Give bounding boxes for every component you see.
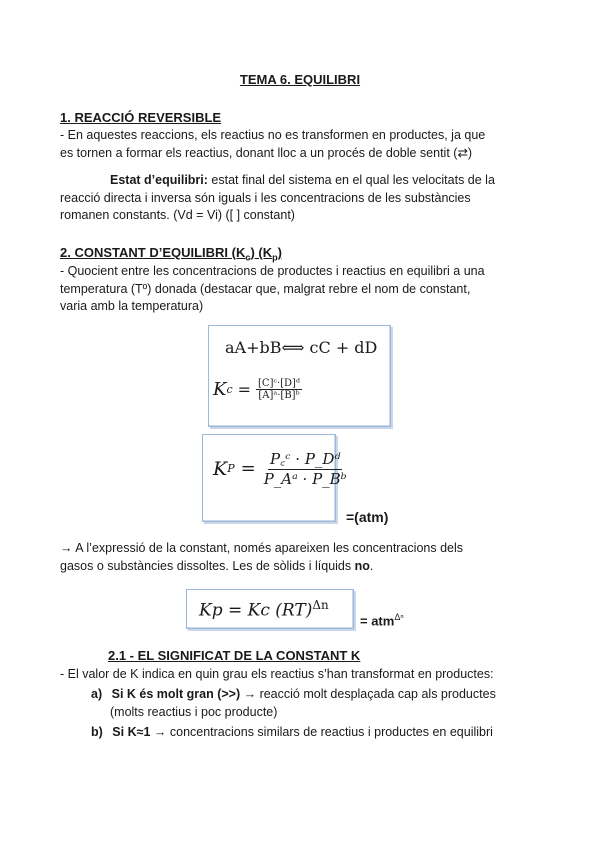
- section-1-heading: 1. REACCIÓ REVERSIBLE: [60, 110, 222, 125]
- s2-heading-part: ): [277, 245, 283, 260]
- s2-heading-sub-p: p: [272, 252, 278, 263]
- s2-heading-part: ) (K: [250, 245, 273, 260]
- list-b-text: → concentracions similars de reactius i productes en equilibri: [150, 725, 493, 739]
- kp-kc-exponent: Δn: [312, 598, 329, 612]
- list-a-bold: Si K és molt gran (>>): [111, 687, 241, 701]
- estat-equilibri-label: Estat d’equilibri:: [110, 173, 208, 187]
- estat-equilibri-line-2: reacció directa i inversa són iguals i les concentracions de les substàncies: [60, 191, 471, 205]
- list-item-a: [91, 686, 496, 702]
- note-emphasis: no: [354, 559, 370, 573]
- kc-numerator: [C]ᶜ·[D]ᵈ: [258, 378, 300, 389]
- s2-heading-part: 2. CONSTANT D’EQUILIBRI (K: [60, 245, 246, 260]
- section-2-1-heading: 2.1 - EL SIGNIFICAT DE LA CONSTANT K: [108, 648, 361, 663]
- kc-subscript: c: [226, 383, 233, 396]
- estat-equilibri-line-1: [110, 172, 495, 188]
- estat-equilibri-text: estat final del sistema en el qual les velocitats de la: [207, 173, 495, 187]
- note-period: .: [369, 559, 374, 573]
- s2-heading-sub-c: c: [245, 252, 251, 263]
- reaction-equation: aA+bB⟺ cC + dD: [225, 338, 378, 357]
- s1-paragraph-line-1: - En aquestes reaccions, els reactius no es transformen en productes, ja que: [60, 128, 486, 142]
- kp-subscript: P: [227, 462, 235, 475]
- kp-formula-box: [202, 434, 347, 522]
- kp-kc-unit-text: = atm: [360, 613, 395, 629]
- kp-denominator: P_Aᵃ · P_Bᵇ: [263, 470, 347, 488]
- kc-formula-box: [208, 325, 391, 427]
- list-a-text: → reacció molt desplaçada cap als productes: [240, 687, 496, 701]
- list-marker-b: b): [91, 725, 103, 739]
- kp-kc-unit-exponent: Δⁿ: [394, 612, 404, 622]
- kp-kc-relation: [199, 598, 329, 621]
- list-marker-a: a): [91, 687, 103, 701]
- kp-fraction: [262, 449, 349, 488]
- kp-kc-relation-box: [186, 589, 354, 629]
- list-b-bold: Si K≈1: [112, 725, 151, 739]
- list-item-b: [91, 724, 493, 740]
- kp-numerator: P꜀ᶜ · P_Dᵈ: [269, 450, 341, 468]
- s2-paragraph-line-1: - Quocient entre les concentracions de productes i reactius en equilibri a una: [60, 264, 485, 278]
- list-item-a-line-2: (molts reactius i poc producte): [110, 705, 278, 719]
- s21-paragraph: - El valor de K indica en quin grau els reactius s’han transformat en productes:: [60, 667, 494, 681]
- kp-expression: K P = $\frac{\text{P꜀ᶜ · P\_Dᵈ}}{\text{P\_Aᵃ · P\_Bᵇ}}$: [213, 450, 347, 488]
- kc-fraction: [256, 378, 302, 401]
- kp-symbol: K: [213, 457, 228, 480]
- kp-kc-unit: [360, 612, 404, 628]
- s2-paragraph-line-3: varia amb la temperatura): [60, 299, 204, 313]
- kc-expression: K c = $\frac{\text{[C]ᶜ·[D]ᵈ}}{\text{[A]ᵃ·[B]ᵇ}}$: [213, 378, 300, 401]
- note-line-1: → A l’expressió de la constant, només apareixen les concentracions dels: [60, 541, 464, 555]
- kc-denominator: [A]ᵃ·[B]ᵇ: [258, 390, 300, 401]
- kc-symbol: K: [213, 379, 227, 400]
- s1-paragraph-line-2: es tornen a formar els reactius, donant lloc a un procés de doble sentit (⇄): [60, 146, 473, 160]
- note-text: gasos o substàncies dissoltes. Les de sòlids i líquids: [60, 559, 355, 573]
- kp-kc-formula: Kp = Kc (RT): [199, 600, 313, 621]
- estat-equilibri-line-3: romanen constants. (Vd = Vi) ([ ] constant): [60, 208, 295, 222]
- s2-paragraph-line-2: temperatura (Tº) donada (destacar que, malgrat rebre el nom de constant,: [60, 282, 471, 296]
- note-line-2: [60, 558, 373, 574]
- page-title: TEMA 6. EQUILIBRI: [239, 72, 361, 87]
- kp-unit: =(atm): [346, 509, 389, 525]
